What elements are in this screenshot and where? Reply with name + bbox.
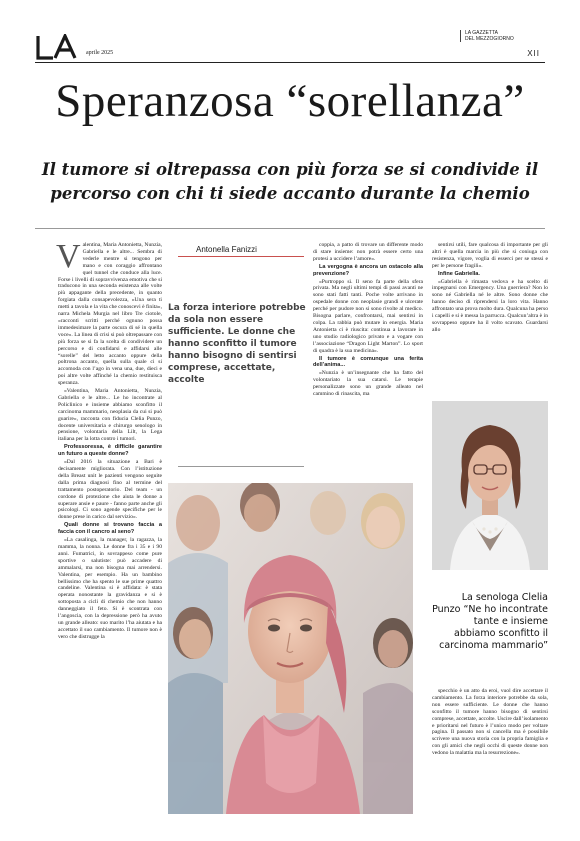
interview-question: Il tumore è comunque una ferita dell’anima... [313,355,423,369]
headline: Speranzosa “sorellanza” [55,75,525,127]
paragraph: Valentina, Maria Antonietta, Nunzia, Gabriella e le altre... Sembra di vederle mentre si tengono per mano e con coraggio affrontano quel tunnel che conduce alla luce. Forse i livelli di sopravvivenza emotiva che si traducono in una seconda esistenza alle volte più appagante della precedente, in quanto forgiata dalla consapevolezza, «Una sera ti metti a tavola e la vita che conoscevi è finita», narra Michela Murgia nel libro Tre ciotole, «racconti scritti perché ognuno possa immedesimare la parte oscura di sé in quella voce». La linea di crisi si può oltrepassare con più forza se si fa la scelta di condividere un percorso e di confidarsi e affidarsi alle “sorelle” del letto accanto oppure della poltrona accanto, quella sulla quale ci si accomoda con l’ago in vena una, due, dieci e poi altre volte affinché la chemio restituisca speranza. [56,238,162,387]
author-byline: Antonella Fanizzi [196,245,257,254]
portrait-photo-clelia-punzo [432,401,548,570]
article-column-3 [313,242,423,399]
paragraph: «Purtroppo sì. Il seno fa parte della sfera privata. Ma negli ultimi tempi di passi avanti ne sono stati fatti tanti. Poche volte arrivano in ospedale donne con neoplasie grandi e ulcerate perché per pudore non si sono rivolte al medico. Bisogna parlare, confrontarsi, mai sentirsi in colpa. La rabbia può mutare in energia. Maria Antonietta ci è riuscita: continua a lavorare in uno studio radiologico privato e a vogare con l’associazione “Dragon Light Marton”. Lo sport di quadra è la sua medicina». [313,278,423,354]
interview-question: Quali donne si trovano faccia a faccia con il cancro al seno? [58,522,162,536]
paragraph: «Nunzia è un’insegnante che ha fatto del volontariato la sua catarsi. Le terapie personalizzate sono un grande alleato nel cammino di rinascita, ma [313,370,423,398]
main-photo-women-group [168,483,413,814]
interview-question: La vergogna è ancora un ostacolo alla prevenzione? [313,263,423,277]
drop-cap: V [56,238,81,275]
paragraph: sentirsi utili, fare qualcosa di importante per gli altri è quella marcia in più che si coniuga con resistenza, vigore, voglia di esserci per se stessi e per le persone fragili». [432,242,548,269]
newspaper-name: LA GAZZETTA DEL MEZZOGIORNO [460,30,540,42]
byline-rule [178,256,304,257]
divider [35,62,545,63]
newspaper-logo [35,34,79,60]
interview-question: Infine Gabriella. [438,270,480,277]
issue-date: aprile 2025 [86,50,114,56]
page-number: XII [527,49,540,58]
divider [35,228,545,229]
paragraph: «Gabriella è rimasta vedova e ha scelto di impegnarsi con Emergency. Una guerriera? Non lo sono né Gabriella né le altre. Sono donne che hanno deciso di riprendersi la loro vita. Hanno affrontato una prova molto dura. Qualcuna ha perso i capelli e si è messa la parrucca. Qualcun’altra è in sovrappeso oppure ha il volto scavato. Guardarsi allo [432,278,548,333]
paragraph: coppia, a patto di trovare un differente modo di stare insieme: non potrà essere certo una protesi a uccidere l’amore». [313,242,423,262]
article-column-4 [432,242,548,335]
paragraph: «Dal 2016 la situazione a Bari è decisamente migliorata. Con l’istituzione della Breast unit le pazienti vengono seguite dalla prima diagnosi fino al termine del trattamento postoperatorio. Del team - un cordone di protezione che aiuta le donne a superare ansie e paure - fanno parte anche gli psicologi. Ci sono agende specifiche per le donne prese in carico dal servizio». [58,459,162,521]
interview-question: Professoressa, è difficile garantire un futuro a queste donne? [58,444,162,458]
article-column-5 [432,688,548,758]
pull-quote-rule [178,466,304,467]
paragraph: specchio è un atto da eroi, vuol dire accettare il cambiamento. La forza interiore potrebbe da sola, non essere sufficiente. Le donne che hanno sconfitto il tumore hanno bisogno di sentirsi comprese, accettate, accolte. Uscire dall’isolamento e prioritarsi nel futuro è l’unico modo per voltare pagina. Il passato non si cancella ma è possibile scrivere una nuova storia con la propria famiglia e con gli amici che negli occhi di queste donne non vedono la malattia ma la resurrezione». [432,688,549,757]
article-column-1 [56,238,162,642]
pull-quote: La forza interiore potrebbe da sola non essere sufficiente. Le donne che hanno sconfitto il tumore hanno bisogno di sentirsi comprese, accettate, accolte [168,303,306,385]
subheadline: Il tumore si oltrepassa con più forza se si condivide il percorso con chi ti siede accanto durante la chemio [41,160,539,203]
paragraph: «Valentina, Maria Antonietta, Nunzia, Gabriella e le altre... Le ho incontrate al Policlinico e insieme abbiamo sconfitto il carcinoma mammario, neoplasia da cui si può guarire», racconta con fiducia Clelia Punzo, docente universitaria e chirurgo senologo in pensione, volontaria della Lilt, la Lega italiana per la lotta contro i tumori. [58,388,162,443]
paragraph: «La casalinga, la manager, la ragazza, la mamma, la nonna. Le donne fra i 35 e i 90 anni. Fumatrici, in sovrappeso come pure sportive o salutiste: può accadere di ammalarsi, ma non bisogna mai arrendersi. Valentina, per esempio. Ha un bambino bellissimo che ha spento le sue prime quattro candeline. Valentina si è affidata: è stata operata nonostante la gravidanza e si è sottoposta a cicli di chemio che non hanno danneggiato il feto. Si è scontrata con l’angoscia, con la depressione però ha avuto un grande alleato: suo marito l’ha aiutata e ha accettato il suo cambiamento. Il tumore non è vero che distrugge la [58,537,162,640]
photo-caption: La senologa Clelia Punzo “Ne ho incontrate tante e insieme abbiamo sconfitto il carcinoma mammario” [432,592,548,651]
